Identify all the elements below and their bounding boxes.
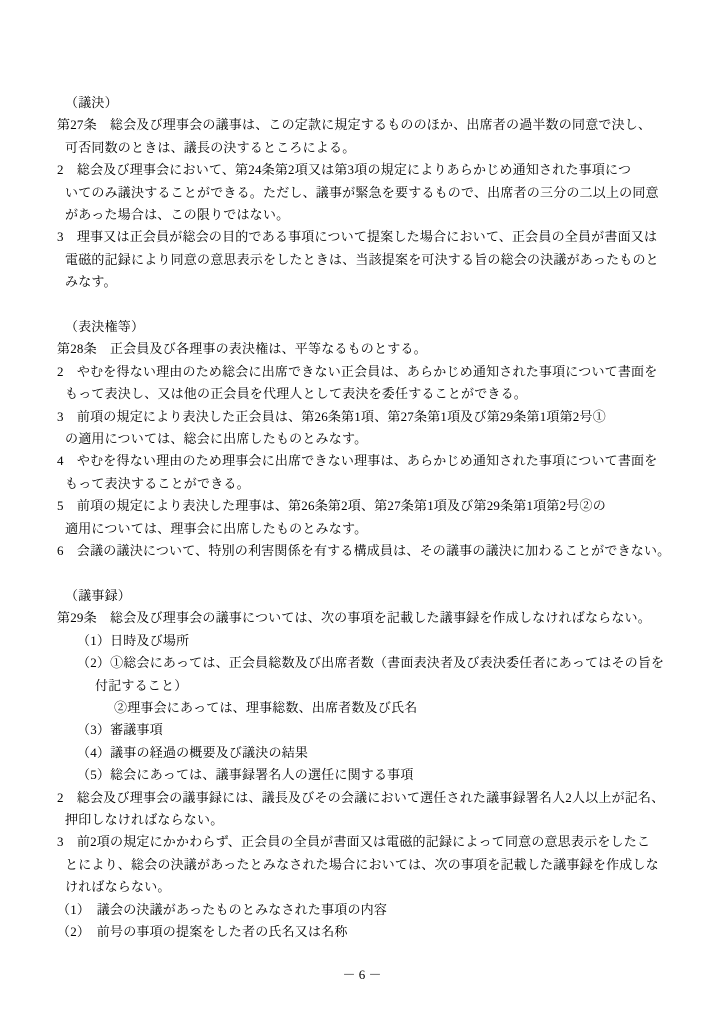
text-line: 2 総会及び理事会の議事録には、議長及びその会議において選任された議事録署名人2人以上が記名、: [57, 789, 665, 805]
text-line: （5）総会にあっては、議事録署名人の選任に関する事項: [77, 767, 414, 783]
text-line: 電磁的記録により同意の意思表示をしたときは、当該提案を可決する旨の総会の決議があったものと: [65, 251, 659, 267]
text-line: （2）①総会にあっては、正会員総数及び出席者数（書面表決者及び表決委任者にあってはその旨を: [77, 655, 665, 671]
section-2: [57, 585, 671, 944]
section-heading: （議決）: [65, 95, 118, 110]
text-line: ②理事会にあっては、理事総数、出席者数及び氏名: [114, 699, 418, 715]
text-line: みなす。: [65, 274, 117, 290]
text-line: 4 やむを得ない理由のため理事会に出席できない理事は、あらかじめ通知された事項について書面を: [57, 453, 658, 469]
text-line: があった場合は、この限りではない。: [65, 207, 290, 223]
text-line: いてのみ議決することができる。ただし、議事が緊急を要するもので、出席者の三分の二以上の同意: [65, 184, 659, 200]
text-line: （2） 前号の事項の提案をした者の氏名又は名称: [57, 924, 348, 939]
section-heading: （表決権等）: [65, 319, 145, 335]
text-line: もって表決することができる。: [65, 475, 250, 491]
text-line: 第29条 総会及び理事会の議事については、次の事項を記載した議事録を作成しなければならない。: [57, 610, 651, 626]
text-line: 2 やむを得ない理由のため総会に出席できない正会員は、あらかじめ通知された事項について書面を: [57, 363, 658, 379]
section-heading: （議事録）: [65, 587, 132, 603]
text-line: もって表決し、又は他の正会員を代理人として表決を委任することができる。: [65, 386, 528, 402]
text-line: （3）審議事項: [77, 722, 163, 738]
text-line: （4）議事の経過の概要及び議決の結果: [77, 744, 309, 760]
section-1: [57, 316, 671, 562]
document-content: [57, 92, 671, 943]
text-line: 付記すること）: [95, 677, 188, 693]
text-line: 3 前2項の規定にかかわらず、正会員の全員が書面又は電磁的記録によって同意の意思表示をしたこ: [57, 834, 651, 850]
text-line: 2 総会及び理事会において、第24条第2項又は第3項の規定によりあらかじめ通知された事項につ: [57, 162, 632, 178]
text-line: 第27条 総会及び理事会の議事は、この定款に規定するもののほか、出席者の過半数の同意で決し、: [57, 117, 652, 133]
text-line: （1）日時及び場所: [77, 632, 190, 648]
text-line: 3 理事又は正会員が総会の目的である事項について提案した場合において、正会員の全員が書面又は: [57, 229, 658, 245]
text-line: （1） 議会の決議があったものとみなされた事項の内容: [57, 901, 388, 917]
text-line: の適用については、総会に出席したものとみなす。: [65, 431, 368, 447]
text-line: 6 会議の議決について、特別の利害関係を有する構成員は、その議事の議決に加わることができない。: [57, 543, 671, 559]
text-line: 3 前項の規定により表決した正会員は、第26条第1項、第27条第1項及び第29条第1項第2号①: [57, 408, 606, 424]
text-line: 可否同数のときは、議長の決するところによる。: [65, 139, 356, 155]
text-line: とにより、総会の決議があったとみなされた場合においては、次の事項を記載した議事録を作成しな: [65, 856, 659, 872]
page-number: － 6 －: [342, 967, 382, 982]
text-line: 押印しなければならない。: [65, 811, 224, 827]
text-line: 第28条 正会員及び各理事の表決権は、平等なるものとする。: [57, 341, 427, 357]
text-line: ければならない。: [65, 879, 171, 895]
text-line: 5 前項の規定により表決した理事は、第26条第2項、第27条第1項及び第29条第1項第2号②の: [57, 498, 606, 514]
section-0: [57, 92, 671, 294]
text-line: 適用については、理事会に出席したものとみなす。: [65, 520, 368, 536]
